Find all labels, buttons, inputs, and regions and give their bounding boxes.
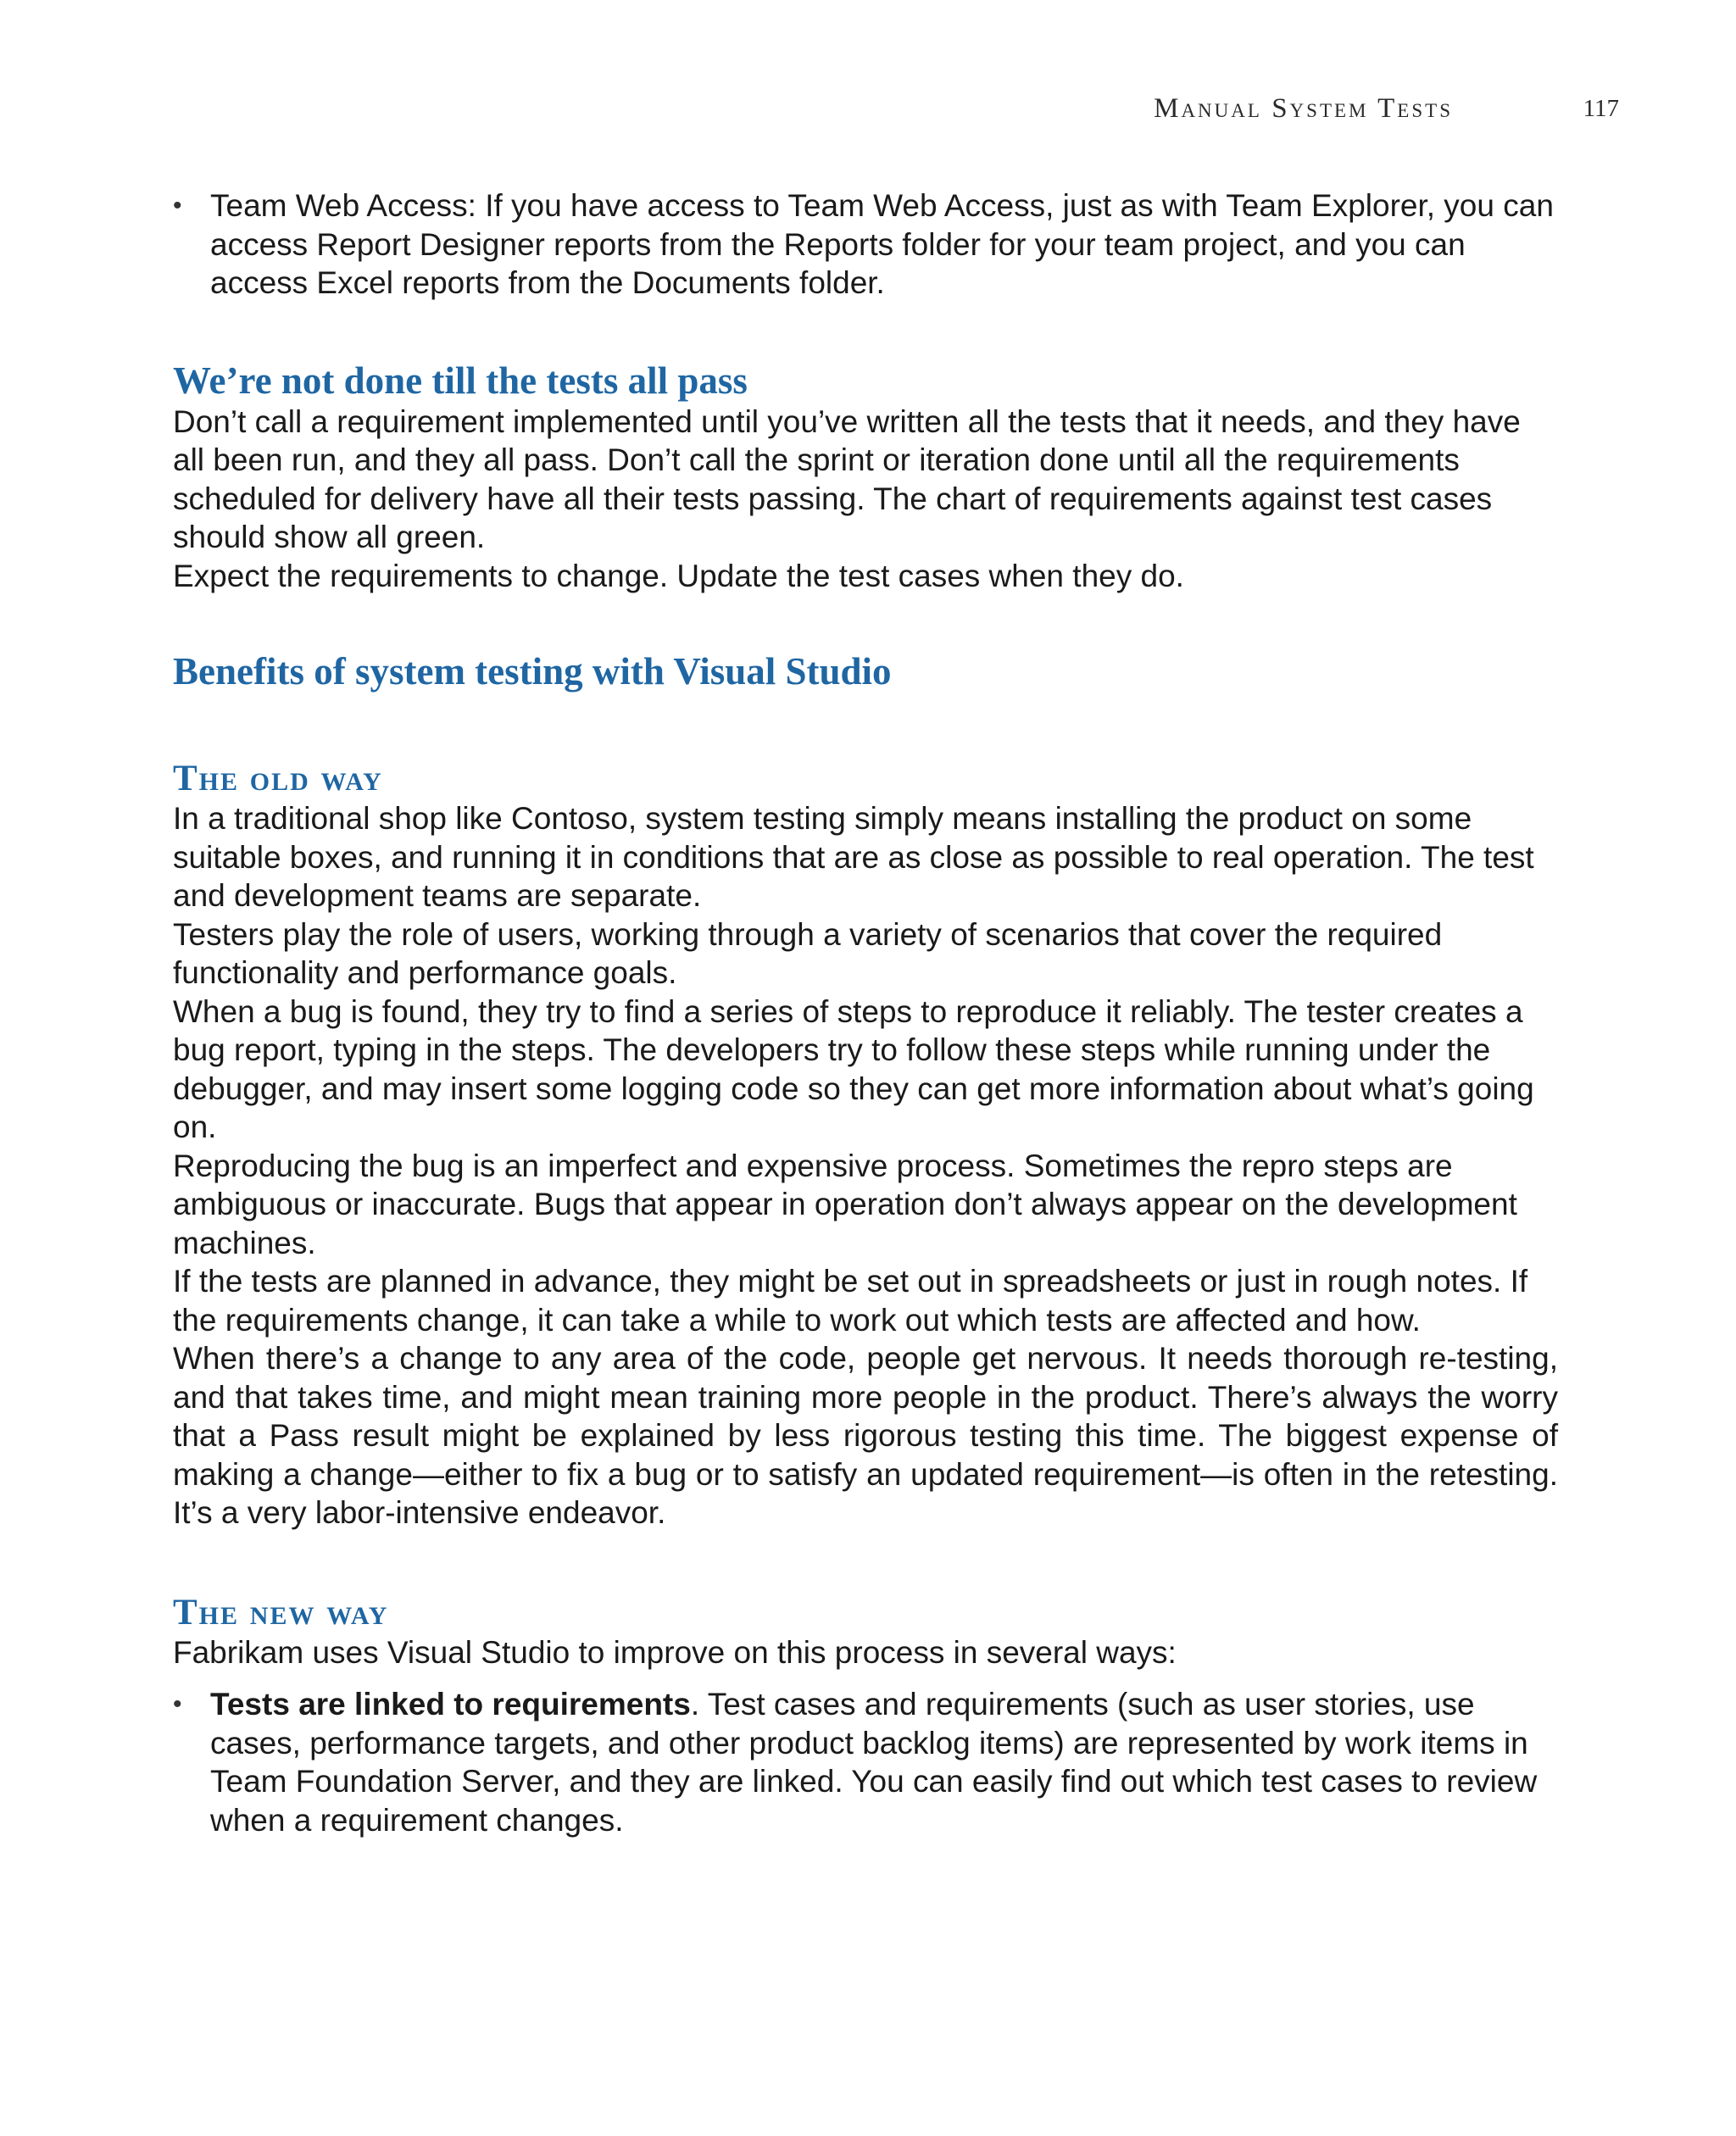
top-bullet-list: [173, 186, 1558, 303]
paragraph: Expect the requirements to change. Update the test cases when they do.: [173, 558, 1184, 593]
paragraph: If the tests are planned in advance, they might be set out in spreadsheets or just in rough notes. If the requirements change, it can take a while to work out which tests are affected and how.: [173, 1264, 1528, 1338]
list-item: [173, 186, 1558, 303]
paragraph: Don’t call a requirement implemented until you’ve written all the tests that it needs, and they have all been run, and they all pass. Don’t call the sprint or iteration done until all the requirements scheduled for delivery have all their tests passing. The chart of requirements against test cases should show all green.: [173, 403, 1521, 554]
running-head: [0, 93, 1736, 127]
paragraph: When there’s a change to any area of the code, people get nervous. It needs thorough re-testing, and that takes time, and might mean training more people in the product. There’s always the worry that a Pass result might be explained by less rigorous testing this time. The biggest expense of making a change—either to fix a bug or to satisfy an updated requirement—is often in the retesting. It’s a very labor-intensive endeavor.: [173, 1341, 1558, 1530]
page-number: 117: [1583, 95, 1619, 122]
list-item: [173, 1685, 1558, 1839]
paragraph: Reproducing the bug is an imperfect and expensive process. Sometimes the repro steps are ambiguous or inaccurate. Bugs that appear in operation don’t always appear on the development machines.: [173, 1148, 1517, 1260]
paragraph: When a bug is found, they try to find a series of steps to reproduce it reliably. The tester creates a bug report, typing in the steps. The developers try to follow these steps while running under the debugger, and may insert some logging code so they can get more information about what’s going on.: [173, 993, 1534, 1144]
running-head-title: Manual System Tests: [1154, 93, 1453, 124]
list-item-text: Team Web Access: If you have access to Team Web Access, just as with Team Explorer, you can access Report Designer reports from the Reports folder for your team project, and you can access Excel reports from the Documents folder.: [210, 188, 1554, 300]
section-heading-benefits: Benefits of system testing with Visual Studio: [173, 650, 892, 693]
list-item-bold-lead: Tests are linked to requirements: [210, 1687, 691, 1722]
list-item-text: . Test cases and requirements (such as user stories, use cases, performance targets, and other product backlog items) are represented by work items in Team Foundation Server, and they are linked. You can easily find out which test cases to review when a requirement changes.: [210, 1687, 1538, 1838]
bullet-icon: •: [173, 1690, 182, 1718]
subsection-heading-old-way: The old way: [173, 759, 383, 798]
paragraph: In a traditional shop like Contoso, system testing simply means installing the product on some suitable boxes, and running it in conditions that are as close as possible to real operation. The test and development teams are separate.: [173, 801, 1534, 913]
section-heading-tests-pass: We’re not done till the tests all pass: [173, 359, 748, 402]
new-way-bullet-list: [173, 1685, 1558, 1839]
paragraph: Fabrikam uses Visual Studio to improve on this process in several ways:: [173, 1634, 1177, 1670]
subsection-heading-new-way: The new way: [173, 1592, 389, 1633]
paragraph: Testers play the role of users, working through a variety of scenarios that cover the required functionality and performance goals.: [173, 916, 1443, 990]
page-content: [173, 186, 1558, 1839]
bullet-icon: •: [173, 192, 182, 220]
